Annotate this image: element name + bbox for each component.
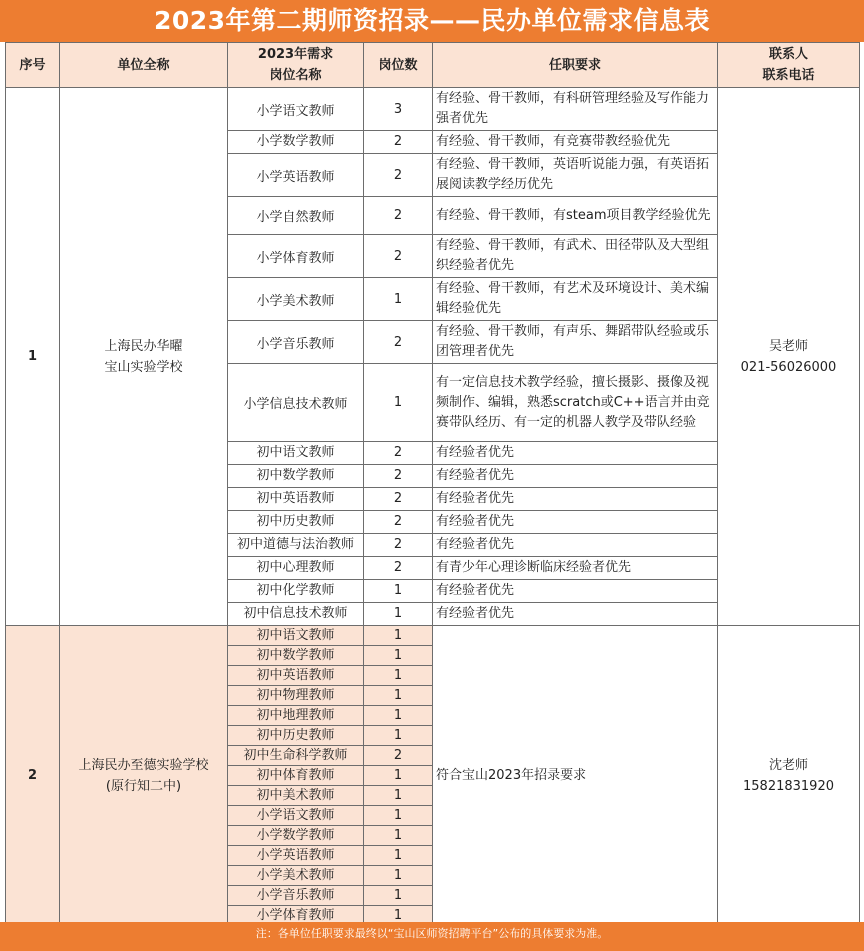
requirement-cell: 有经验者优先 [433, 465, 718, 488]
count-cell: 2 [364, 321, 433, 364]
requirement-cell: 有经验、骨干教师，有艺术及环境设计、美术编辑经验优先 [433, 278, 718, 321]
unit-name-line1: 上海民办华曜 [104, 338, 183, 354]
requirement-cell: 有青少年心理诊断临床经验者优先 [433, 557, 718, 580]
count-cell: 2 [364, 511, 433, 534]
position-cell: 初中数学教师 [228, 465, 364, 488]
contact-name: 沈老师 [768, 757, 808, 773]
position-cell: 小学美术教师 [228, 278, 364, 321]
table-row [6, 626, 860, 646]
count-cell: 1 [364, 706, 433, 726]
count-cell: 2 [364, 197, 433, 235]
header-contact-line2: 联系电话 [762, 68, 815, 83]
count-cell: 1 [364, 603, 433, 626]
count-cell: 1 [364, 886, 433, 906]
header-contact-line1: 联系人 [768, 47, 808, 62]
count-cell: 1 [364, 580, 433, 603]
position-cell: 小学体育教师 [228, 906, 364, 926]
count-cell: 1 [364, 726, 433, 746]
count-cell: 3 [364, 88, 433, 131]
position-cell: 初中数学教师 [228, 646, 364, 666]
count-cell: 1 [364, 786, 433, 806]
count-cell: 2 [364, 154, 433, 197]
count-cell: 1 [364, 866, 433, 886]
count-cell: 1 [364, 766, 433, 786]
table-header-row [6, 43, 860, 88]
requirement-cell: 有经验、骨干教师，有科研管理经验及写作能力强者优先 [433, 88, 718, 131]
count-cell: 1 [364, 906, 433, 926]
requirement-cell: 有经验者优先 [433, 442, 718, 465]
requirement-cell: 有经验、骨干教师，有声乐、舞蹈带队经验或乐团管理者优先 [433, 321, 718, 364]
header-contact [718, 43, 860, 88]
requirement-cell: 有经验者优先 [433, 580, 718, 603]
position-cell: 小学英语教师 [228, 846, 364, 866]
table-row [6, 88, 860, 131]
position-cell: 初中体育教师 [228, 766, 364, 786]
requirement-cell: 有经验、骨干教师，有竞赛带教经验优先 [433, 131, 718, 154]
recruitment-table [5, 42, 860, 926]
header-position-line1: 2023年需求 [257, 47, 334, 62]
count-cell: 1 [364, 364, 433, 442]
contact-phone: 021-56026000 [740, 359, 837, 375]
contact-phone: 15821831920 [743, 778, 834, 794]
count-cell: 1 [364, 686, 433, 706]
position-cell: 初中历史教师 [228, 511, 364, 534]
position-cell: 小学自然教师 [228, 197, 364, 235]
position-cell: 小学语文教师 [228, 806, 364, 826]
header-seq: 序号 [6, 43, 60, 88]
count-cell: 1 [364, 846, 433, 866]
position-cell: 初中心理教师 [228, 557, 364, 580]
position-cell: 初中地理教师 [228, 706, 364, 726]
count-cell: 2 [364, 534, 433, 557]
position-cell: 初中道德与法治教师 [228, 534, 364, 557]
count-cell: 2 [364, 465, 433, 488]
section-seq: 2 [6, 626, 60, 926]
count-cell: 2 [364, 746, 433, 766]
position-cell: 小学美术教师 [228, 866, 364, 886]
position-cell: 初中英语教师 [228, 488, 364, 511]
position-cell: 小学信息技术教师 [228, 364, 364, 442]
contact-name: 吴老师 [768, 338, 808, 354]
position-cell: 小学数学教师 [228, 826, 364, 846]
position-cell: 初中美术教师 [228, 786, 364, 806]
count-cell: 2 [364, 488, 433, 511]
header-requirements: 任职要求 [433, 43, 718, 88]
position-cell: 初中语文教师 [228, 442, 364, 465]
position-cell: 小学语文教师 [228, 88, 364, 131]
header-position-line2: 岗位名称 [269, 68, 322, 83]
requirement-cell: 符合宝山2023年招录要求 [433, 626, 718, 926]
header-position [228, 43, 364, 88]
position-cell: 小学数学教师 [228, 131, 364, 154]
count-cell: 1 [364, 646, 433, 666]
header-unit: 单位全称 [60, 43, 228, 88]
section-unit [60, 88, 228, 626]
position-cell: 小学音乐教师 [228, 886, 364, 906]
count-cell: 1 [364, 826, 433, 846]
position-cell: 初中生命科学教师 [228, 746, 364, 766]
position-cell: 初中信息技术教师 [228, 603, 364, 626]
count-cell: 2 [364, 131, 433, 154]
position-cell: 小学音乐教师 [228, 321, 364, 364]
count-cell: 1 [364, 278, 433, 321]
count-cell: 1 [364, 626, 433, 646]
section-contact [718, 88, 860, 626]
section-seq: 1 [6, 88, 60, 626]
header-count: 岗位数 [364, 43, 433, 88]
requirement-cell: 有经验者优先 [433, 511, 718, 534]
count-cell: 1 [364, 806, 433, 826]
requirement-cell: 有经验、骨干教师，英语听说能力强，有英语拓展阅读教学经历优先 [433, 154, 718, 197]
unit-name-line2: 宝山实验学校 [104, 359, 183, 375]
requirement-cell: 有经验者优先 [433, 488, 718, 511]
position-cell: 小学体育教师 [228, 235, 364, 278]
position-cell: 初中化学教师 [228, 580, 364, 603]
page-title: 2023年第二期师资招录——民办单位需求信息表 [0, 0, 864, 42]
position-cell: 初中英语教师 [228, 666, 364, 686]
count-cell: 1 [364, 666, 433, 686]
position-cell: 小学英语教师 [228, 154, 364, 197]
requirement-cell: 有经验、骨干教师，有steam项目教学经验优先 [433, 197, 718, 235]
requirement-cell: 有经验者优先 [433, 534, 718, 557]
section-contact [718, 626, 860, 926]
requirement-cell: 有一定信息技术教学经验，擅长摄影、摄像及视频制作、编辑，熟悉scratch或C++语言并由竞赛带队经历、有一定的机器人教学及带队经验 [433, 364, 718, 442]
position-cell: 初中语文教师 [228, 626, 364, 646]
position-cell: 初中历史教师 [228, 726, 364, 746]
count-cell: 2 [364, 235, 433, 278]
requirement-cell: 有经验、骨干教师，有武术、田径带队及大型组织经验者优先 [433, 235, 718, 278]
count-cell: 2 [364, 557, 433, 580]
footer-note: 注：各单位任职要求最终以“宝山区师资招聘平台”公布的具体要求为准。 [0, 922, 864, 951]
requirement-cell: 有经验者优先 [433, 603, 718, 626]
unit-name-line1: 上海民办至德实验学校 [78, 757, 209, 773]
position-cell: 初中物理教师 [228, 686, 364, 706]
unit-name-line2: (原行知二中) [105, 778, 182, 794]
section-unit [60, 626, 228, 926]
count-cell: 2 [364, 442, 433, 465]
